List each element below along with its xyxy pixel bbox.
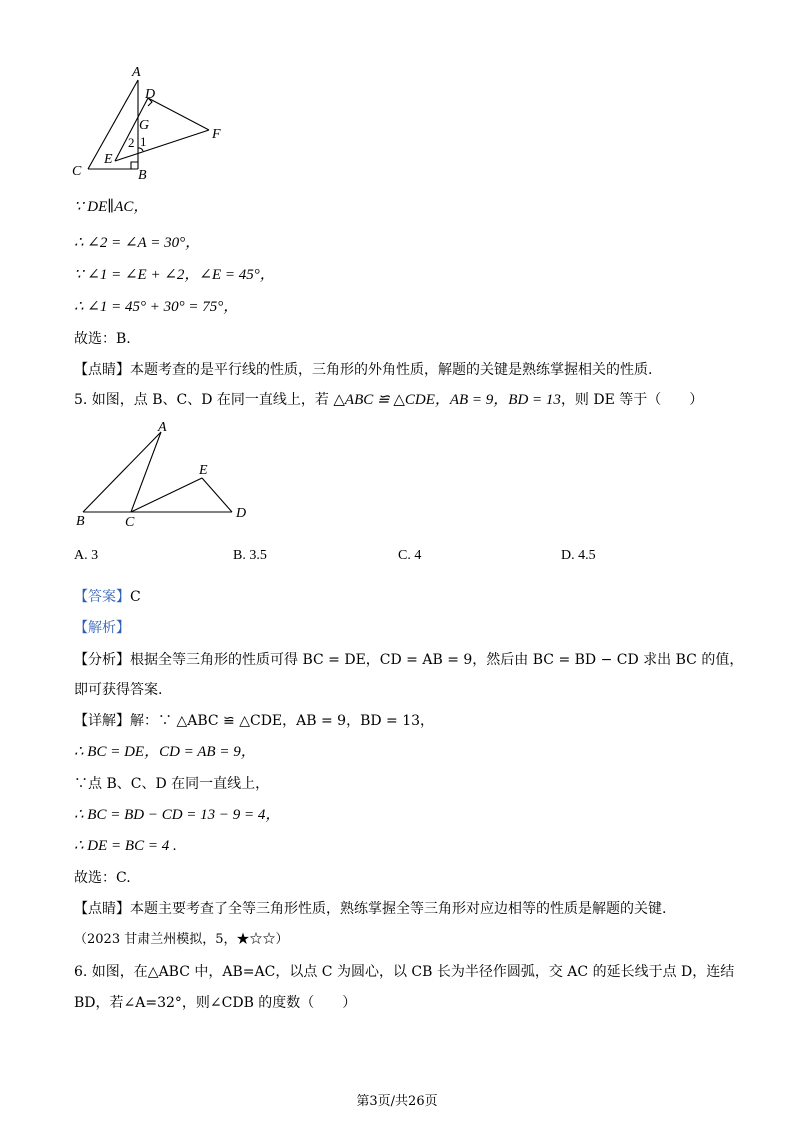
label-D: D [145,87,156,102]
label-B: B [138,168,147,183]
question-5-stem-a: 5. 如图，点 B、C、D 在同一直线上，若 [74,392,334,408]
answer-tag: 【答案】 [74,589,130,605]
solution-choice: 故选：B. [74,331,131,347]
label-G: G [139,118,150,133]
label-E: E [199,463,208,478]
option-c: C. 4 [398,548,422,563]
comment-paragraph-2 [74,899,666,919]
comment-text: 本题主要考查了全等三角形性质，熟练掌握全等三角形对应边相等的性质是解题的关键. [130,901,667,917]
fenxi-row [74,650,743,670]
answer-row [74,587,141,607]
label-C: C [72,164,82,179]
label-A: A [132,65,141,80]
question-5-stem-b: ，则 DE 等于（ ） [560,392,704,408]
comment-tag: 【点睛】 [74,901,130,917]
label-angle-1: 1 [140,134,147,149]
step-2: ∵点 B、C、D 在同一直线上， [74,776,270,792]
fenxi-tag: 【分析】 [74,652,130,668]
step-choice: 故选：C. [74,870,131,886]
figure-congruent-triangles [70,418,260,533]
step-3: ∴ BC = BD − CD = 13 − 9 = 4， [74,807,281,823]
option-d: D. 4.5 [561,548,596,563]
xiangjie-tag: 【详解】 [74,713,130,729]
fenxi-continuation: 即可获得答案. [74,682,163,698]
figure-triangle-parallel [66,62,236,187]
solution-line-1: ∵ DE∥AC， [74,199,149,215]
label-A: A [158,420,167,435]
label-angle-2: 2 [128,135,135,150]
label-B: B [76,514,85,529]
analysis-tag: 【解析】 [74,620,130,636]
page-footer: 第3页/共26页 [356,1094,438,1109]
question-6-stem-line-2: BD，若∠A=32°，则∠CDB 的度数（ ） [74,995,357,1011]
question-5-stem-math: △ABC ≌ △CDE，AB = 9，BD = 13 [333,392,561,408]
comment-tag: 【点睛】 [74,362,130,378]
label-D: D [236,506,247,521]
answer-value: C [130,589,141,605]
label-E: E [104,152,113,167]
fenxi-text: 根据全等三角形的性质可得 BC = DE，CD = AB = 9，然后由 BC = BD − CD 求出 BC 的值， [130,652,744,668]
xiangjie-text: 解：∵ △ABC ≌ △CDE，AB = 9，BD = 13， [130,713,435,729]
question-6-source: （2023 甘肃兰州模拟，5，★☆☆） [74,932,289,947]
comment-text: 本题考查的是平行线的性质，三角形的外角性质，解题的关键是熟练掌握相关的性质. [130,362,653,378]
solution-line-4: ∴ ∠1 = 45° + 30° = 75°， [74,299,239,315]
solution-line-3: ∵ ∠1 = ∠E + ∠2，∠E = 45°， [74,267,275,283]
step-1: ∴ BC = DE，CD = AB = 9， [74,744,256,760]
label-C: C [125,515,135,530]
option-b: B. 3.5 [233,548,267,563]
solution-line-2: ∴ ∠2 = ∠A = 30°， [74,235,201,251]
xiangjie-row [74,711,434,731]
label-F: F [212,127,221,142]
step-4: ∴ DE = BC = 4 . [74,838,177,854]
question-5-stem [74,390,703,410]
option-a: A. 3 [74,548,99,563]
question-6-stem-line-1: 6. 如图，在△ABC 中，AB=AC，以点 C 为圆心，以 CB 长为半径作圆弧，交 AC 的延长线于点 D，连结 [74,964,735,980]
comment-paragraph-1 [74,360,652,380]
